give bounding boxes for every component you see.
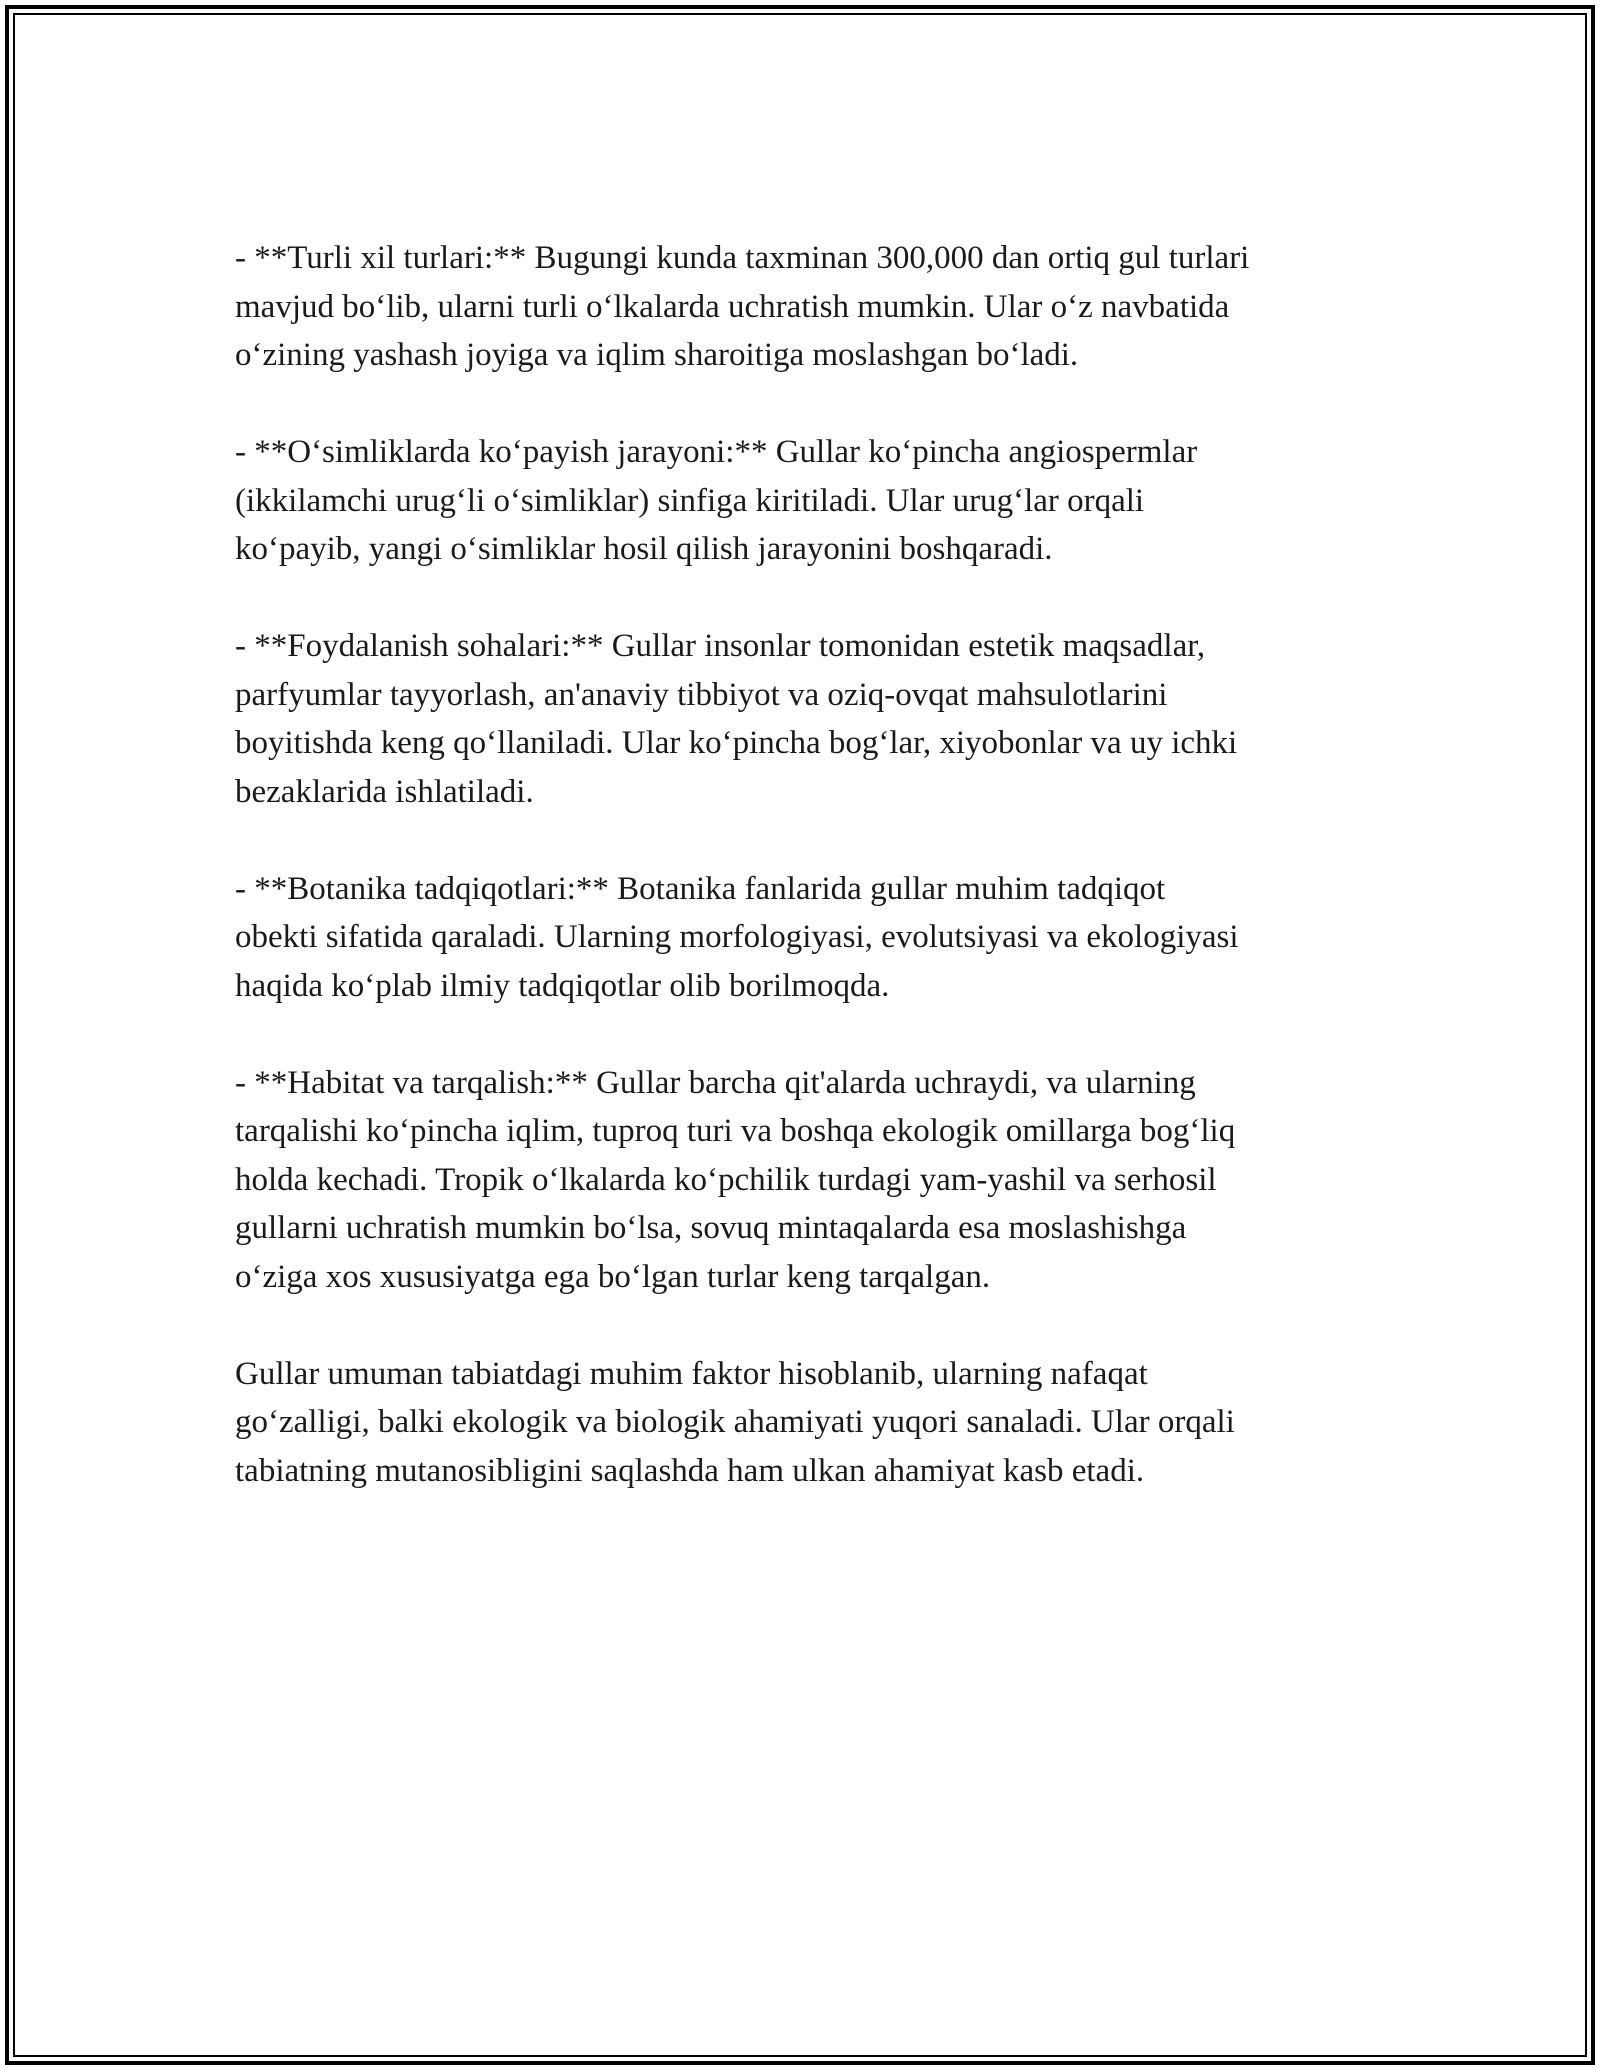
paragraph-botanika-tadqiqotlari: - **Botanika tadqiqotlari:** Botanika fanlarida gullar muhim tadqiqot obekti sifatida qaraladi. Ularning morfologiyasi, evolutsiyasi va ekologiyasi haqida ko‘plab ilmiy tadqiqotlar olib borilmoqda.	[235, 870, 1239, 1004]
paragraph-kopayish-jarayoni: - **O‘simliklarda ko‘payish jarayoni:** Gullar ko‘pincha angiospermlar (ikkilamchi urug‘li o‘simliklar) sinfiga kiritiladi. Ular urug‘lar orqali ko‘payib, yangi o‘simliklar hosil qilish jarayonini boshqaradi.	[235, 434, 1198, 567]
paragraph-turli-xil-turlari: - **Turli xil turlari:** Bugungi kunda taxminan 300,000 dan ortiq gul turlari mavjud bo‘lib, ularni turli o‘lkalarda uchratish mumkin. Ular o‘z navbatida o‘zining yashash joyiga va iqlim sharoitiga moslashgan bo‘ladi.	[235, 240, 1250, 373]
paragraph-conclusion: Gullar umuman tabiatdagi muhim faktor hisoblanib, ularning nafaqat go‘zalligi, balki ekologik va biologik ahamiyati yuqori sanaladi. Ular orqali tabiatning mutanosibligini saqlashda ham ulkan ahamiyat kasb etadi.	[235, 1355, 1235, 1489]
paragraph-foydalanish-sohalari: - **Foydalanish sohalari:** Gullar insonlar tomonidan estetik maqsadlar, parfyumlar tayyorlash, an'anaviy tibbiyot va oziq-ovqat mahsulotlarini boyitishda keng qo‘llaniladi. Ular ko‘pincha bog‘lar, xiyobonlar va uy ichki bezaklarida ishlatiladi.	[235, 628, 1238, 810]
paragraph-habitat-va-tarqalish: - **Habitat va tarqalish:** Gullar barcha qit'alarda uchraydi, va ularning tarqalishi ko‘pincha iqlim, tuproq turi va boshqa ekologik omillarga bog‘liq holda kechadi. Tropik o‘lkalarda ko‘pchilik turdagi yam-yashil va serhosil gullarni uchratish mumkin bo‘lsa, sovuq mintaqalarda esa moslashishga o‘ziga xos xususiyatga ega bo‘lgan turlar keng tarqalgan.	[235, 1064, 1236, 1295]
document-body	[235, 234, 1375, 1544]
